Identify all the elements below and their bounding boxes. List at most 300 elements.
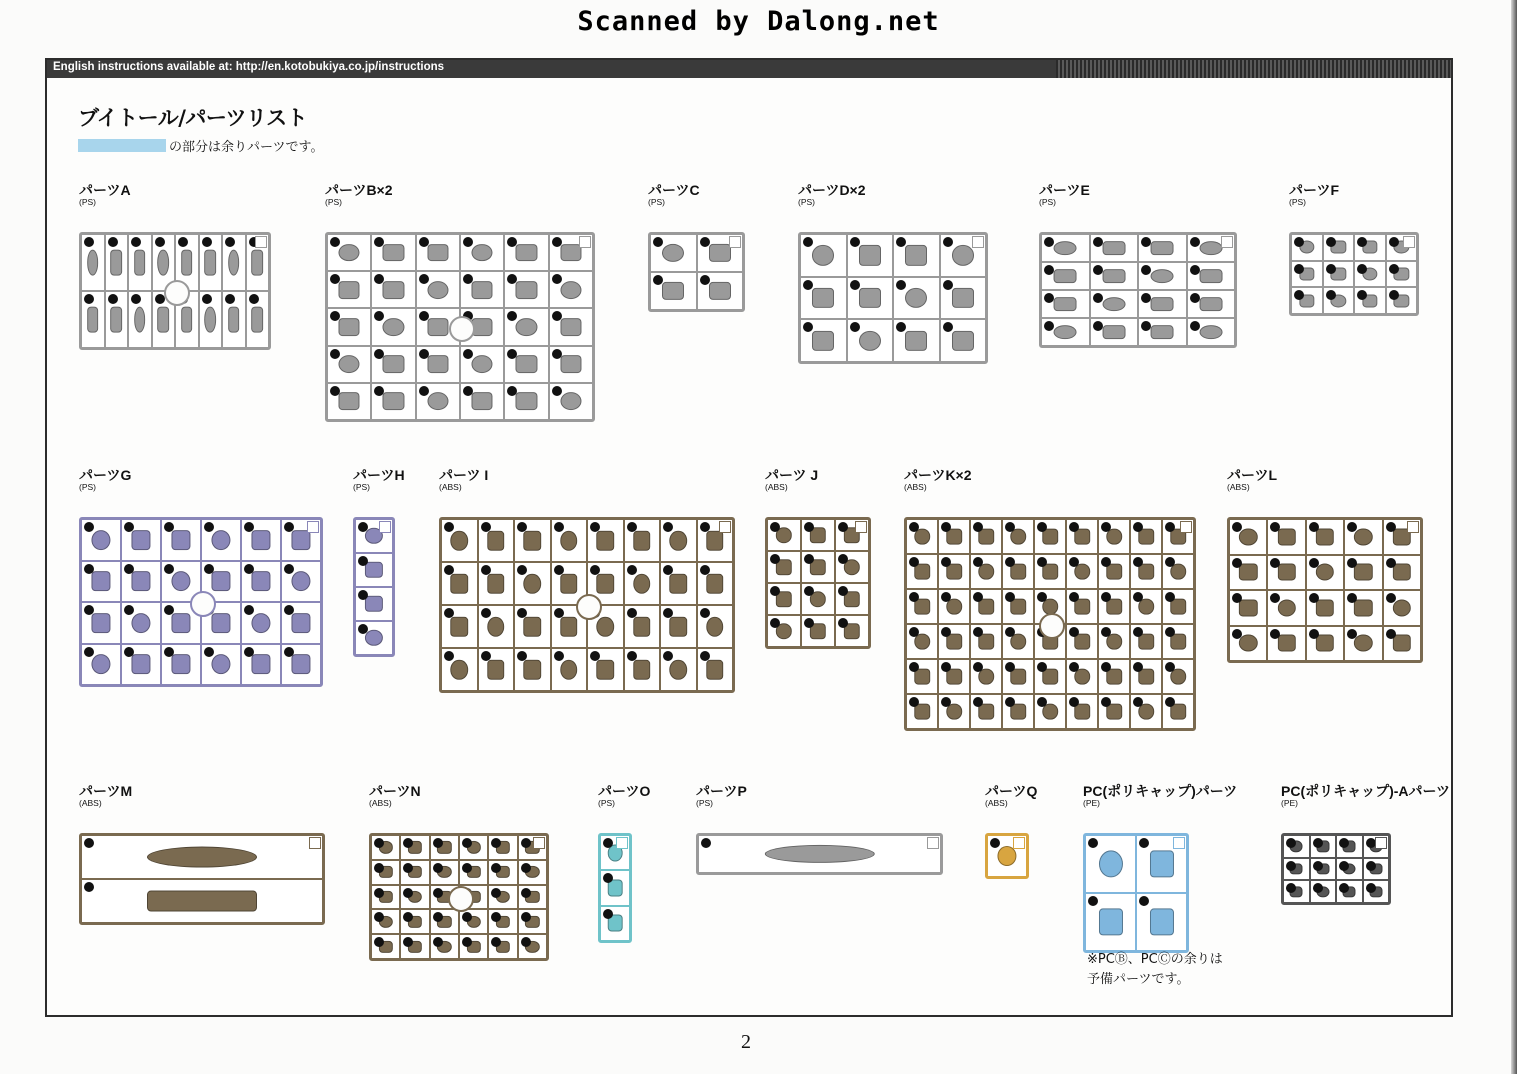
runner-name: パーツP: [696, 783, 747, 799]
part-number-marker: [896, 322, 906, 332]
part-shape: [1239, 564, 1257, 581]
runner-name: パーツF: [1289, 182, 1339, 198]
part-cell: [1098, 519, 1130, 554]
part-cell: [1034, 554, 1066, 589]
part-cell: [1323, 261, 1355, 288]
part-cell: [1354, 261, 1386, 288]
part-shape: [339, 318, 360, 336]
part-number-marker: [770, 586, 780, 596]
part-number-marker: [1044, 321, 1054, 331]
part-shape: [171, 571, 190, 591]
runner-name: パーツL: [1227, 467, 1277, 483]
part-cell: [1283, 880, 1310, 903]
part-number-marker: [1037, 662, 1047, 672]
part-cell: [1162, 589, 1194, 624]
part-shape: [450, 659, 468, 679]
runner-pc: [1083, 781, 1253, 953]
part-number-marker: [124, 605, 134, 615]
runner-material: (ABS): [1227, 482, 1250, 492]
part-shape: [228, 306, 240, 333]
part-cell: [241, 519, 281, 561]
part-cell: [1306, 626, 1344, 662]
part-cell: [1136, 893, 1187, 951]
part-shape: [487, 573, 505, 593]
runner-letter-tag: [307, 521, 319, 533]
part-cell: [327, 308, 371, 345]
part-cell: [1162, 694, 1194, 729]
runner-name: パーツA: [79, 182, 131, 198]
part-cell: [970, 554, 1002, 589]
part-shape: [339, 392, 360, 410]
runner-name: パーツK×2: [904, 467, 972, 483]
part-cell: [697, 272, 744, 310]
part-number-marker: [1165, 557, 1175, 567]
part-number-marker: [1347, 558, 1357, 568]
runner-frame: [798, 232, 988, 364]
part-cell: [1130, 659, 1162, 694]
part-cell: [371, 383, 415, 420]
part-cell: [767, 583, 801, 615]
part-cell: [504, 383, 548, 420]
part-cell: [371, 934, 400, 959]
part-number-marker: [1294, 237, 1304, 247]
part-number-marker: [1165, 662, 1175, 672]
part-shape: [211, 530, 230, 550]
part-shape: [251, 571, 270, 591]
part-number-marker: [225, 294, 235, 304]
part-shape: [1354, 599, 1372, 616]
part-cell: [478, 648, 515, 691]
part-number-marker: [202, 237, 212, 247]
part-number-marker: [700, 565, 710, 575]
part-cell: [81, 879, 323, 923]
part-shape: [1393, 599, 1411, 616]
part-cell: [1310, 880, 1337, 903]
part-number-marker: [554, 522, 564, 532]
footnote: [1087, 950, 1223, 990]
part-cell: [1066, 624, 1098, 659]
part-cell: [938, 554, 970, 589]
part-shape: [662, 282, 684, 300]
runner-letter-tag: [1375, 837, 1387, 849]
part-cell: [970, 589, 1002, 624]
part-number-marker: [700, 608, 710, 618]
part-number-marker: [108, 237, 118, 247]
runner-material: (PS): [696, 798, 713, 808]
part-number-marker: [896, 280, 906, 290]
part-shape: [181, 249, 193, 276]
part-number-marker: [462, 863, 472, 873]
runner-material: (ABS): [439, 482, 462, 492]
part-number-marker: [1101, 557, 1111, 567]
part-cell: [460, 383, 504, 420]
part-cell: [801, 615, 835, 647]
part-number-marker: [973, 697, 983, 707]
runner-letter-tag: [1221, 236, 1233, 248]
part-cell: [1034, 519, 1066, 554]
part-cell: [478, 562, 515, 605]
part-number-marker: [554, 651, 564, 661]
part-number-marker: [521, 937, 531, 947]
part-cell: [847, 234, 894, 277]
part-shape: [516, 244, 537, 262]
part-shape: [251, 530, 270, 550]
part-number-marker: [1005, 557, 1015, 567]
part-shape: [1277, 564, 1295, 581]
part-number-marker: [1347, 629, 1357, 639]
part-number-marker: [1309, 522, 1319, 532]
part-number-marker: [1133, 697, 1143, 707]
part-number-marker: [108, 294, 118, 304]
runner-frame: [325, 232, 595, 422]
part-cell: [327, 346, 371, 383]
part-shape: [251, 654, 270, 674]
part-number-marker: [433, 937, 443, 947]
part-cell: [800, 319, 847, 362]
part-cell: [1323, 287, 1355, 314]
part-cell: [697, 648, 734, 691]
part-number-marker: [1141, 321, 1151, 331]
part-number-marker: [1190, 321, 1200, 331]
part-number-marker: [1069, 522, 1079, 532]
part-shape: [905, 331, 927, 351]
header-url-text: English instructions available at: http://en.kotobukiya.co.jp/instructions: [53, 61, 445, 73]
part-cell: [970, 519, 1002, 554]
part-shape: [1316, 635, 1334, 652]
part-number-marker: [941, 557, 951, 567]
part-number-marker: [1005, 697, 1015, 707]
part-cell: [1363, 858, 1390, 881]
part-number-marker: [1093, 321, 1103, 331]
part-cell: [1090, 290, 1139, 318]
part-number-marker: [517, 565, 527, 575]
part-shape: [251, 306, 263, 333]
part-shape: [560, 355, 581, 373]
part-shape: [1239, 599, 1257, 616]
part-cell: [1283, 835, 1310, 858]
part-number-marker: [1386, 629, 1396, 639]
part-cell: [518, 934, 547, 959]
part-cell: [488, 835, 517, 860]
part-number-marker: [225, 237, 235, 247]
part-number-marker: [284, 605, 294, 615]
part-cell: [767, 615, 801, 647]
part-cell: [371, 308, 415, 345]
part-shape: [472, 355, 493, 373]
part-number-marker: [1165, 522, 1175, 532]
part-shape: [487, 530, 505, 550]
part-shape: [997, 846, 1016, 866]
part-number-marker: [84, 294, 94, 304]
part-cell: [1138, 262, 1187, 290]
part-number-marker: [1005, 592, 1015, 602]
part-cell: [199, 291, 223, 348]
part-cell: [1098, 589, 1130, 624]
header-stripe: [1056, 60, 1451, 78]
part-number-marker: [204, 522, 214, 532]
part-shape: [633, 616, 651, 636]
part-shape: [291, 613, 310, 633]
part-number-marker: [941, 697, 951, 707]
part-number-marker: [1037, 557, 1047, 567]
runner-letter-tag: [1403, 236, 1415, 248]
part-number-marker: [552, 386, 562, 396]
part-cell: [81, 835, 323, 879]
part-cell: [1002, 659, 1034, 694]
part-cell: [504, 271, 548, 308]
part-cell: [1162, 659, 1194, 694]
part-cell: [551, 648, 588, 691]
part-cell: [938, 659, 970, 694]
runner-name: パーツE: [1039, 182, 1090, 198]
part-number-marker: [803, 280, 813, 290]
part-shape: [472, 281, 493, 299]
runner-material: (PS): [79, 197, 96, 207]
part-shape: [383, 392, 404, 410]
part-shape: [859, 288, 881, 308]
part-number-marker: [943, 280, 953, 290]
part-number-marker: [463, 349, 473, 359]
part-shape: [427, 281, 448, 299]
part-cell: [1090, 262, 1139, 290]
part-number-marker: [204, 564, 214, 574]
part-cell: [327, 383, 371, 420]
part-shape: [157, 249, 169, 276]
part-number-marker: [131, 294, 141, 304]
part-cell: [81, 291, 105, 348]
part-number-marker: [444, 522, 454, 532]
part-shape: [516, 318, 537, 336]
part-shape: [1054, 325, 1077, 339]
part-cell: [1066, 589, 1098, 624]
part-number-marker: [770, 618, 780, 628]
part-cell: [81, 519, 121, 561]
part-cell: [199, 234, 223, 291]
runner-letter-tag: [579, 236, 591, 248]
part-cell: [355, 587, 393, 621]
part-cell: [660, 605, 697, 648]
part-cell: [371, 860, 400, 885]
runner-material: (PS): [353, 482, 370, 492]
part-number-marker: [1005, 522, 1015, 532]
runner-frame: [1227, 517, 1423, 663]
part-cell: [416, 383, 460, 420]
part-number-marker: [374, 311, 384, 321]
part-number-marker: [1069, 592, 1079, 602]
part-shape: [131, 613, 150, 633]
part-shape: [1102, 269, 1125, 283]
part-cell: [504, 346, 548, 383]
runner-material: (PS): [1289, 197, 1306, 207]
part-number-marker: [1357, 264, 1367, 274]
part-shape: [633, 573, 651, 593]
part-shape: [1316, 599, 1334, 616]
part-shape: [596, 616, 614, 636]
part-number-marker: [463, 386, 473, 396]
part-cell: [1130, 624, 1162, 659]
part-shape: [427, 392, 448, 410]
part-number-marker: [1309, 629, 1319, 639]
part-number-marker: [1133, 592, 1143, 602]
part-number-marker: [1093, 293, 1103, 303]
part-number-marker: [1044, 265, 1054, 275]
part-cell: [938, 624, 970, 659]
part-cell: [1363, 880, 1390, 903]
part-cell: [371, 346, 415, 383]
part-number-marker: [1101, 522, 1111, 532]
part-number-marker: [164, 605, 174, 615]
part-cell: [587, 519, 624, 562]
part-cell: [201, 644, 241, 686]
part-shape: [134, 306, 146, 333]
part-shape: [427, 318, 448, 336]
part-shape: [228, 249, 240, 276]
part-shape: [706, 573, 724, 593]
part-shape: [560, 616, 578, 636]
part-cell: [371, 234, 415, 271]
runner-letter-tag: [255, 236, 267, 248]
part-cell: [371, 271, 415, 308]
part-shape: [251, 249, 263, 276]
part-number-marker: [124, 522, 134, 532]
part-shape: [1098, 908, 1122, 935]
runner-l: [1227, 465, 1427, 663]
part-number-marker: [419, 349, 429, 359]
part-cell: [488, 885, 517, 910]
part-cell: [201, 519, 241, 561]
part-number-marker: [491, 888, 501, 898]
part-shape: [134, 249, 146, 276]
runner-letter-tag: [1013, 837, 1025, 849]
part-cell: [1098, 694, 1130, 729]
part-shape: [560, 281, 581, 299]
part-number-marker: [521, 863, 531, 873]
part-cell: [600, 906, 630, 941]
part-cell: [1085, 893, 1136, 951]
part-number-marker: [590, 651, 600, 661]
part-cell: [1034, 659, 1066, 694]
page-number: 2: [741, 1031, 751, 1053]
part-cell: [105, 234, 129, 291]
part-number-marker: [1366, 883, 1376, 893]
part-number-marker: [941, 522, 951, 532]
part-shape: [560, 318, 581, 336]
part-number-marker: [358, 556, 368, 566]
part-number-marker: [1093, 265, 1103, 275]
part-number-marker: [84, 237, 94, 247]
part-shape: [633, 530, 651, 550]
part-shape: [1199, 325, 1222, 339]
part-number-marker: [909, 557, 919, 567]
part-cell: [1098, 624, 1130, 659]
part-number-marker: [1190, 293, 1200, 303]
part-cell: [1085, 835, 1136, 893]
part-cell: [1187, 262, 1236, 290]
part-cell: [327, 234, 371, 271]
part-shape: [1149, 850, 1173, 877]
part-shape: [1277, 599, 1295, 616]
part-number-marker: [84, 882, 94, 892]
part-number-marker: [358, 522, 368, 532]
runner-gate-ring: [1039, 613, 1065, 639]
footnote-line: ※PCⒷ、PCⒸの余りは: [1087, 952, 1223, 967]
part-number-marker: [1165, 627, 1175, 637]
runner-letter-tag: [972, 236, 984, 248]
part-number-marker: [204, 647, 214, 657]
part-number-marker: [1309, 593, 1319, 603]
part-cell: [478, 519, 515, 562]
runner-gate-ring: [190, 591, 216, 617]
part-cell: [697, 562, 734, 605]
part-shape: [706, 659, 724, 679]
part-cell: [1336, 858, 1363, 881]
part-shape: [523, 659, 541, 679]
part-shape: [211, 613, 230, 633]
part-shape: [110, 306, 122, 333]
part-number-marker: [1133, 557, 1143, 567]
part-shape: [171, 613, 190, 633]
part-number-marker: [803, 322, 813, 332]
part-shape: [952, 331, 974, 351]
part-cell: [1066, 554, 1098, 589]
part-number-marker: [1141, 265, 1151, 275]
part-cell: [1283, 858, 1310, 881]
scan-banner: Scanned by Dalong.net: [577, 6, 940, 37]
part-cell: [660, 648, 697, 691]
part-number-marker: [804, 522, 814, 532]
part-number-marker: [803, 237, 813, 247]
part-cell: [600, 870, 630, 905]
spare-legend-text: の部分は余りパーツです。: [169, 140, 324, 155]
part-cell: [1041, 318, 1090, 346]
part-cell: [800, 234, 847, 277]
part-number-marker: [1386, 558, 1396, 568]
runner-letter-tag: [379, 521, 391, 533]
part-number-marker: [1286, 861, 1296, 871]
part-number-marker: [1037, 522, 1047, 532]
part-shape: [157, 306, 169, 333]
part-number-marker: [1044, 237, 1054, 247]
part-shape: [859, 245, 881, 265]
part-cell: [518, 860, 547, 885]
runner-material: (ABS): [985, 798, 1008, 808]
runner-frame: [985, 833, 1029, 879]
part-shape: [1393, 564, 1411, 581]
part-number-marker: [1037, 592, 1047, 602]
page-title: ブイトール/パーツリスト: [78, 106, 308, 130]
part-number-marker: [653, 237, 663, 247]
part-number-marker: [155, 237, 165, 247]
part-cell: [549, 346, 593, 383]
part-number-marker: [521, 888, 531, 898]
part-cell: [1386, 261, 1418, 288]
part-number-marker: [1165, 592, 1175, 602]
part-number-marker: [463, 237, 473, 247]
part-shape: [487, 616, 505, 636]
part-cell: [281, 561, 321, 603]
runner-k: [904, 465, 1144, 731]
part-shape: [365, 630, 383, 646]
part-number-marker: [1005, 662, 1015, 672]
part-cell: [1310, 835, 1337, 858]
runner-j: [765, 465, 887, 649]
part-shape: [450, 573, 468, 593]
part-number-marker: [1270, 629, 1280, 639]
part-shape: [905, 288, 927, 308]
part-number-marker: [554, 565, 564, 575]
part-number-marker: [433, 863, 443, 873]
part-number-marker: [444, 608, 454, 618]
